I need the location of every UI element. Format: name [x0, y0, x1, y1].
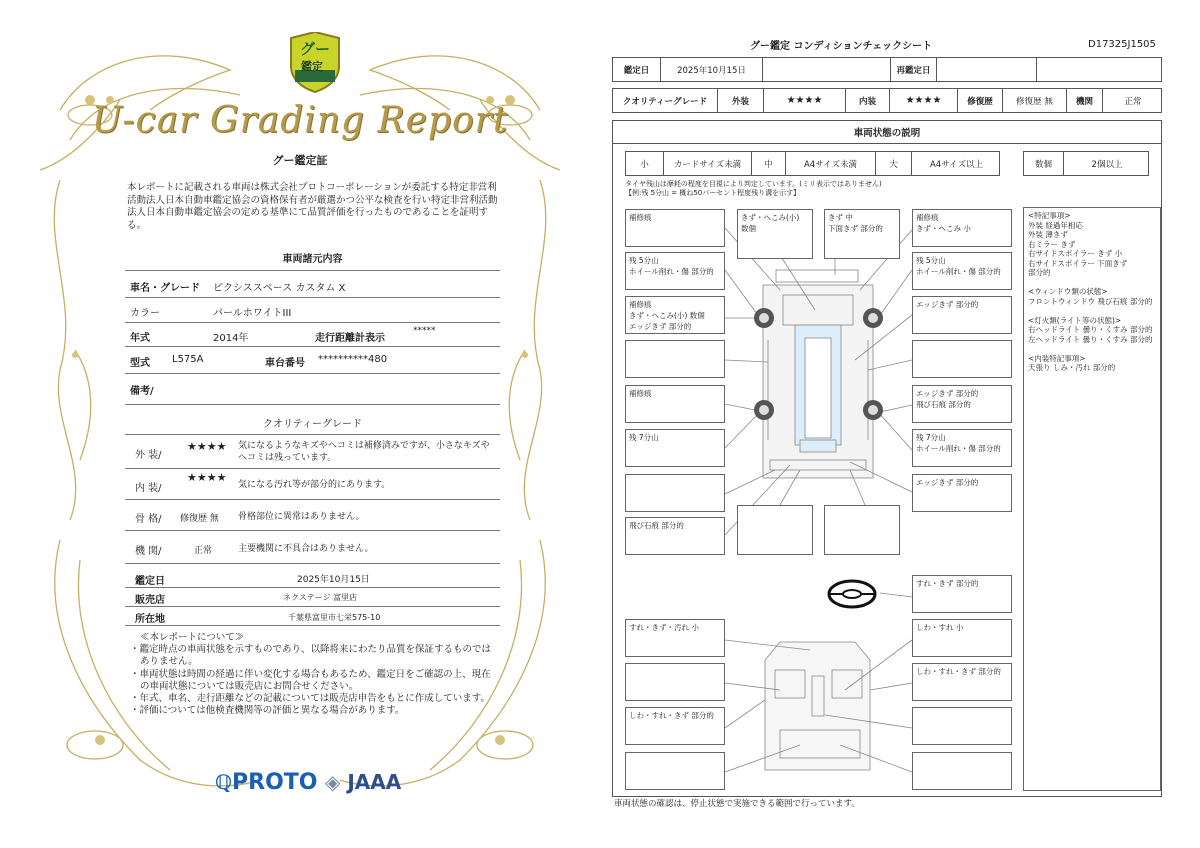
- about-item: ・評価については他検査機関等の評価と異なる場合があります。: [130, 705, 405, 717]
- remark-gap: [1028, 344, 1156, 354]
- bottom-note: 車両状態の確認は、停止状態で実施できる範囲で行っています。: [614, 799, 860, 809]
- divider: [125, 625, 500, 626]
- interior-stars: ★★★★: [890, 89, 958, 112]
- note-text: ホイール削れ・傷 部分的: [916, 444, 1001, 453]
- divider: [125, 468, 500, 469]
- car-name-label: 車名・グレード: [130, 283, 200, 294]
- jaaa-logo: ◈ JAAA: [325, 770, 402, 794]
- model-label: 型式: [130, 358, 150, 369]
- remark-line: 外装 薄きず: [1028, 230, 1068, 239]
- grade-interior-stars: ★★★★: [187, 471, 227, 484]
- tire-note: タイヤ残山は摩耗の程度を目視により判定しています。(ミリ表示ではありません): [625, 180, 882, 188]
- note-text: 補修痕: [629, 389, 652, 398]
- note-box: [912, 429, 1012, 467]
- report-title: U-car Grading Report: [91, 100, 509, 141]
- note-box: [912, 752, 1012, 790]
- grade-interior-text: 気になる汚れ等が部分的にあります。: [238, 480, 391, 490]
- remark-line: 右サイドスポイラー きず 小: [1028, 249, 1123, 258]
- grade-frame-label: 骨 格/: [135, 514, 162, 525]
- note-box: [625, 429, 725, 467]
- address-label: 所在地: [135, 614, 165, 625]
- remark-line: 右サイドスポイラー 下面きず: [1028, 258, 1128, 268]
- divider: [125, 404, 500, 405]
- note-text: 残 5分山: [916, 256, 946, 265]
- exterior-label: 外装: [718, 89, 764, 112]
- about-heading: ≪本レポートについて≫: [140, 632, 245, 643]
- remark-line: 外装 経過年相応: [1028, 220, 1083, 230]
- count-label: 数個: [1024, 152, 1064, 175]
- about-item: ・鑑定時点の車両状態を示すものであり、以降将来にわたり品質を保証するものではありません。: [130, 644, 492, 668]
- remark-line: フロントウィンドウ 飛び石痕 部分的: [1028, 296, 1153, 306]
- note-text: 補修痕: [629, 300, 652, 309]
- note-box: [912, 619, 1012, 657]
- engine-label: 機関: [1067, 89, 1103, 112]
- note-text: 残 7分山: [629, 433, 659, 442]
- note-text: 下面きず 部分的: [828, 224, 883, 233]
- goo-kantei-logo: [287, 32, 343, 94]
- remark-line: 部分的: [1028, 268, 1051, 277]
- note-box: [824, 505, 900, 555]
- jaaa-logo-text: JAAA: [347, 770, 402, 794]
- note-box: [625, 474, 725, 512]
- certificate-heading: グー鑑定証: [272, 154, 328, 167]
- sheet-title: グー鑑定 コンディションチェックシート: [750, 41, 933, 52]
- remark-gap: [1028, 306, 1156, 316]
- divider: [125, 270, 500, 271]
- note-box: [625, 209, 725, 247]
- note-text: すれ・きず 部分的: [916, 579, 979, 588]
- about-item: ・年式、車名、走行距離などの記載については販売店申告をもとに作成しています。: [130, 693, 491, 705]
- chassis-value: **********480: [318, 354, 388, 365]
- sheet-id: D17325J1505: [1088, 39, 1156, 50]
- redate-label: 再鑑定日: [891, 58, 937, 81]
- note-text: ホイール削れ・傷 部分的: [916, 267, 1001, 276]
- count-value: 2個以上: [1091, 159, 1123, 170]
- exterior-stars: ★★★★: [764, 89, 846, 112]
- color-value: パールホワイトIII: [213, 308, 292, 319]
- note-box: [625, 340, 725, 378]
- grade-exterior-label: 外 装/: [135, 450, 162, 461]
- note-box: [912, 209, 1012, 247]
- note-box: [912, 707, 1012, 745]
- divider: [125, 606, 500, 607]
- divider: [125, 434, 500, 435]
- remark-line: <特記事項>: [1028, 211, 1071, 220]
- divider: [125, 297, 500, 298]
- car-name-value: ピクシススペース カスタム X: [213, 283, 346, 294]
- remark-line: 天張り しみ・汚れ 部分的: [1028, 363, 1116, 372]
- divider: [125, 563, 500, 564]
- special-remarks: [1023, 207, 1161, 791]
- grade-engine-value: 正常: [194, 546, 213, 556]
- divider: [125, 373, 500, 374]
- quality-label: クオリティーグレード: [613, 89, 718, 112]
- dealer-label: 販売店: [135, 595, 165, 606]
- color-label: カラー: [130, 308, 160, 319]
- note-box: [625, 296, 725, 334]
- note-box: [912, 252, 1012, 290]
- note-text: 飛び石痕 部分的: [916, 400, 971, 409]
- note-text: しわ・すれ・きず 部分的: [916, 667, 1001, 676]
- note-box: [912, 474, 1012, 512]
- note-box: [737, 209, 813, 259]
- grade-frame-value: 修復歴 無: [180, 514, 219, 524]
- note-text: エッジきず 部分的: [916, 389, 979, 398]
- address-value: 千葉県富里市七栄575-10: [288, 613, 381, 622]
- remark-line: <内装特記事項>: [1028, 353, 1086, 363]
- grade-engine-text: 主要機関に不具合はありません。: [238, 544, 374, 554]
- quality-heading: クオリティーグレード: [263, 419, 362, 430]
- chassis-label: 車台番号: [265, 358, 305, 369]
- desc-heading: 車両状態の説明: [612, 120, 1162, 144]
- year-value: 2014年: [213, 333, 249, 344]
- divider: [125, 587, 500, 588]
- note-box: [625, 752, 725, 790]
- date-label: 鑑定日: [135, 576, 165, 587]
- note-box: [912, 575, 1012, 613]
- note-text: エッジきず 部分的: [916, 300, 979, 309]
- note-box: [625, 252, 725, 290]
- tire-note-example: 【例:残 5分山 = 概ね50パーセント程度残り溝を示す】: [625, 189, 801, 197]
- size-medium-desc: A4サイズ未満: [786, 152, 876, 175]
- note-box: [912, 663, 1012, 701]
- note-text: 残 5分山: [629, 256, 659, 265]
- note-box: [625, 707, 725, 745]
- note-text: きず・へこみ(小) 数個: [629, 311, 705, 320]
- condition-check-sheet: [600, 0, 1200, 848]
- logo-text-goo: グー: [300, 40, 331, 58]
- spec-heading: 車両諸元内容: [282, 254, 343, 265]
- steering-wheel-icon: [829, 581, 875, 607]
- note-text: きず・へこみ(小) 数個: [741, 213, 800, 233]
- model-value: L575A: [172, 354, 204, 365]
- note-box: [824, 209, 900, 259]
- remark-line: 左ヘッドライト 曇り・くすみ 部分的: [1028, 334, 1153, 344]
- note-box: [625, 517, 725, 555]
- size-medium: 中: [752, 152, 786, 175]
- date-value: 2025年10月15日: [661, 58, 763, 81]
- remark-line: <灯火類(ライト等の状態)>: [1028, 315, 1122, 325]
- note-box: [912, 385, 1012, 423]
- note-text: しわ・すれ 小: [916, 623, 964, 632]
- note-text: 飛び石痕 部分的: [629, 521, 684, 530]
- note-text: 残 7分山: [916, 433, 946, 442]
- repair-value: 修復歴 無: [1003, 89, 1067, 112]
- note-text: しわ・すれ・きず 部分的: [629, 711, 714, 720]
- note-box: [625, 385, 725, 423]
- remark-line: 右ヘッドライト 曇り・くすみ 部分的: [1028, 325, 1153, 334]
- note-text: エッジきず 部分的: [916, 478, 979, 487]
- divider: [125, 346, 500, 347]
- engine-value: 正常: [1124, 96, 1142, 107]
- size-large: 大: [876, 152, 912, 175]
- interior-label: 内装: [846, 89, 890, 112]
- grade-frame-text: 骨格部位に異常はありません。: [238, 512, 365, 522]
- grade-exterior-text: 気になるようなキズやヘコミは補修済みですが、小さなキズやヘコミは残っています。: [238, 441, 490, 463]
- proto-logo-text: PROTO: [232, 770, 318, 795]
- size-large-desc: A4サイズ以上: [929, 159, 984, 170]
- note-box: [737, 505, 813, 555]
- note-text: きず・へこみ 小: [916, 224, 971, 233]
- repair-label: 修復歴: [958, 89, 1003, 112]
- divider: [125, 322, 500, 323]
- note-box: [912, 296, 1012, 334]
- about-report: [130, 632, 500, 717]
- note-box: [625, 619, 725, 657]
- remark-line: <ウィンドウ類の状態>: [1028, 287, 1108, 296]
- year-label: 年式: [130, 333, 150, 344]
- note-text: きず 中: [828, 213, 853, 222]
- date-value: 2025年10月15日: [297, 575, 370, 585]
- remark-gap: [1028, 278, 1156, 288]
- note-box: [625, 663, 725, 701]
- remark-line: 右ミラー きず: [1028, 239, 1076, 249]
- dealer-value: ネクステージ 富里店: [283, 593, 358, 602]
- note-text: ホイール削れ・傷 部分的: [629, 267, 714, 276]
- grade-interior-label: 内 装/: [135, 483, 162, 494]
- note-text: 補修痕: [629, 213, 652, 222]
- certificate-body: 本レポートに記載される車両は株式会社プロトコーポレーションが委託する特定非営利活動法人日本自動車鑑定協会の資格保有者が厳選かつ公平な検査を行い特定非営利活動法人日本自動車鑑定協会の定める基準にて品質評価を行ったものであることを証明する。: [127, 182, 498, 231]
- divider: [125, 530, 500, 531]
- remarks-label: 備考/: [130, 386, 154, 397]
- divider: [125, 499, 500, 500]
- grade-exterior-stars: ★★★★: [187, 440, 227, 453]
- about-item: ・車両状態は時間の経過に伴い変化する場合もあるため、鑑定日をご確認の上、現在の車両状態については販売店にお問合せください。: [130, 668, 491, 692]
- mileage-value: *****: [413, 326, 436, 336]
- grade-engine-label: 機 関/: [135, 546, 162, 557]
- size-small-desc: カードサイズ未満: [664, 152, 752, 175]
- logo-text-kantei: 鑑定: [301, 60, 323, 73]
- size-small: 小: [626, 152, 664, 175]
- note-text: エッジきず 部分的: [629, 322, 692, 331]
- date-label: 鑑定日: [613, 58, 661, 81]
- note-text: 補修痕: [916, 213, 939, 222]
- note-box: [912, 340, 1012, 378]
- note-text: すれ・きず・汚れ 小: [629, 623, 699, 632]
- mileage-label: 走行距離計表示: [315, 333, 385, 344]
- proto-logo: ℚPROTO: [215, 770, 318, 795]
